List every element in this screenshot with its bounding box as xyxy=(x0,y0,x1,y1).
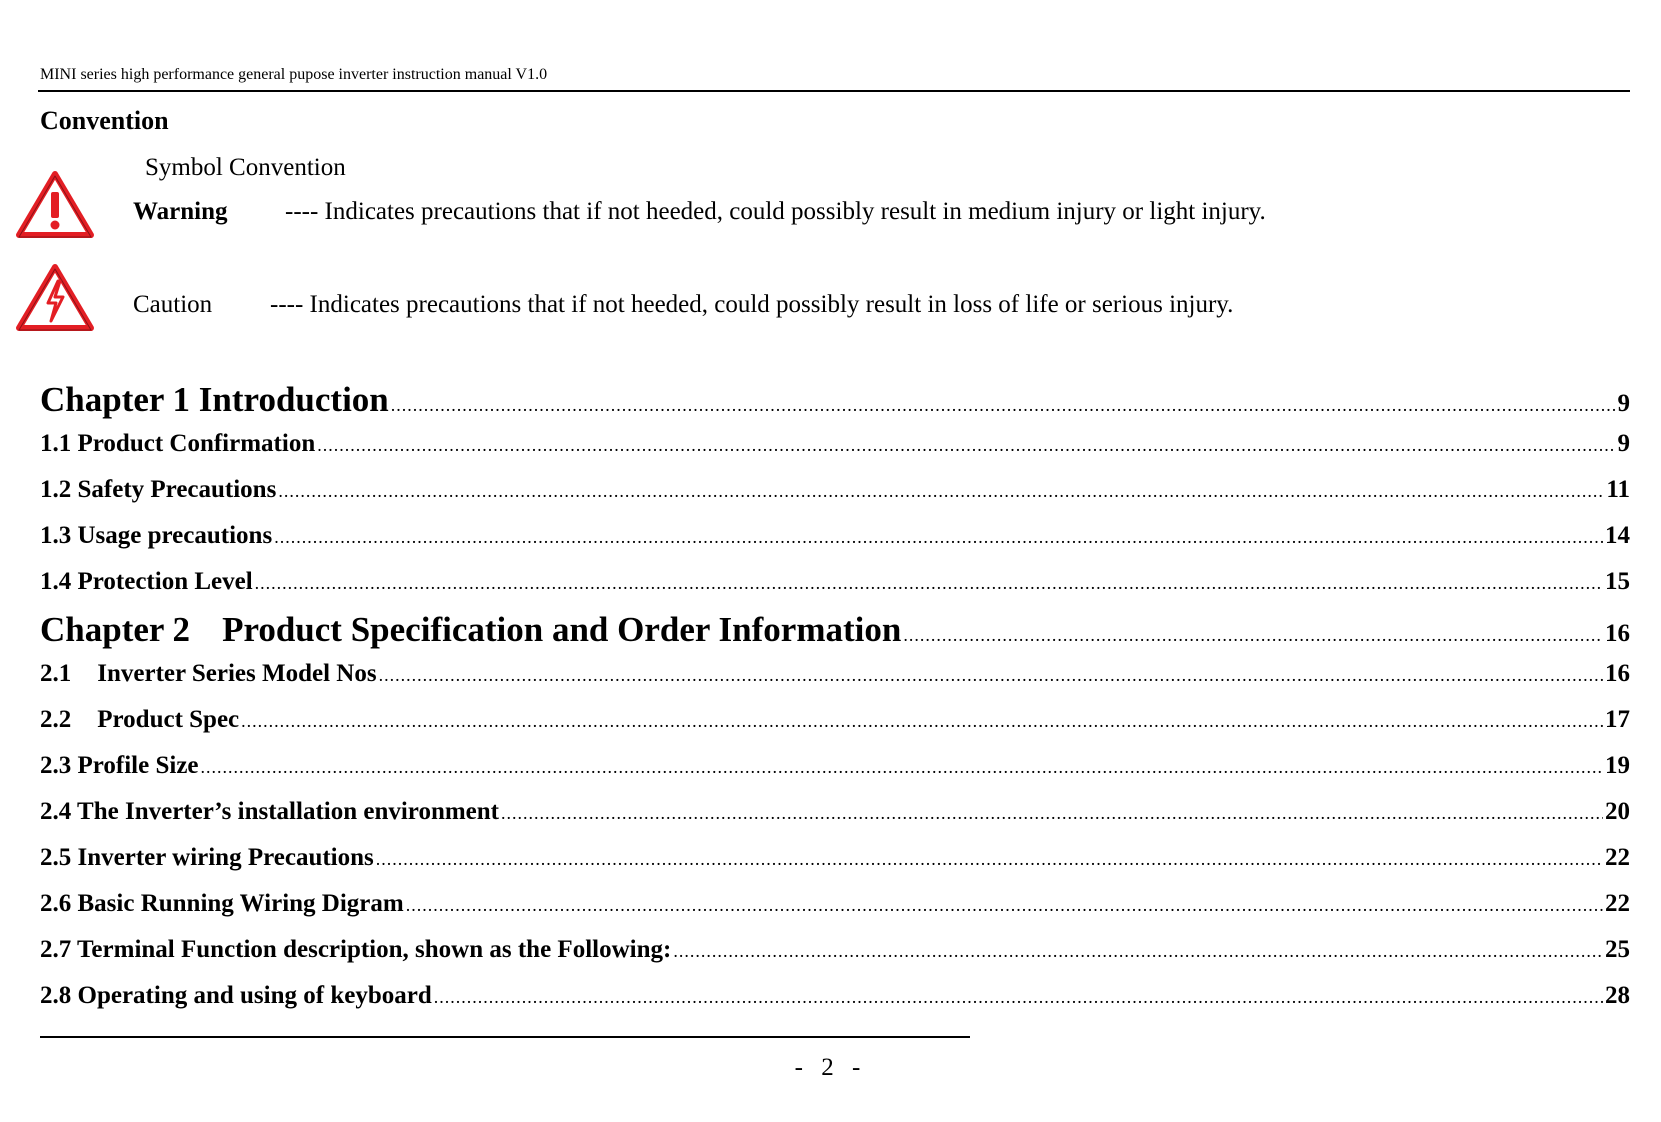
document-header: MINI series high performance general pupose inverter instruction manual V1.0 xyxy=(40,66,548,83)
toc-leader-dots xyxy=(673,941,1603,962)
toc-entry-page: 11 xyxy=(1606,476,1630,503)
electric-shock-icon xyxy=(14,261,96,335)
toc-leader-dots xyxy=(501,803,1603,824)
toc-entry-page: 9 xyxy=(1617,390,1630,417)
toc-entry[interactable] xyxy=(40,982,1630,1010)
toc-leader-dots xyxy=(255,573,1603,594)
toc-entry-title: 1.4 Protection Level xyxy=(40,568,253,595)
toc-entry[interactable] xyxy=(40,798,1630,826)
toc-entry-text: Inverter Series Model Nos xyxy=(97,660,377,687)
toc-entry-title: 2.3 Profile Size xyxy=(40,752,199,779)
toc-entry-number: Chapter 2 xyxy=(40,610,191,649)
toc-entry[interactable] xyxy=(40,610,1630,650)
toc-leader-dots xyxy=(317,435,1615,456)
toc-entry-title xyxy=(40,610,901,650)
toc-entry[interactable] xyxy=(40,430,1630,458)
toc-entry-title: 1.2 Safety Precautions xyxy=(40,476,277,503)
toc-entry-title: 2.5 Inverter wiring Precautions xyxy=(40,844,374,871)
convention-heading: Convention xyxy=(40,106,169,135)
toc-entry[interactable] xyxy=(40,522,1630,550)
toc-entry-page: 19 xyxy=(1605,752,1630,779)
toc-entry-number: 2.1 xyxy=(40,660,72,687)
toc-entry-title: 2.8 Operating and using of keyboard xyxy=(40,982,432,1009)
toc-entry-title: 2.4 The Inverter’s installation environment xyxy=(40,798,500,825)
toc-entry-page: 22 xyxy=(1605,844,1630,871)
toc-entry-page: 20 xyxy=(1605,798,1630,825)
toc-entry[interactable] xyxy=(40,660,1630,688)
toc-leader-dots xyxy=(406,895,1603,916)
toc-entry-number: 2.2 xyxy=(40,706,72,733)
toc-entry-title: 1.1 Product Confirmation xyxy=(40,430,316,457)
toc-entry-page: 28 xyxy=(1605,982,1630,1009)
toc-entry[interactable] xyxy=(40,752,1630,780)
toc-entry-page: 14 xyxy=(1605,522,1630,549)
toc-leader-dots xyxy=(434,987,1603,1008)
footer-divider xyxy=(40,1036,970,1038)
toc-leader-dots xyxy=(201,757,1603,778)
toc-entry-title: 2.7 Terminal Function description, shown as the Following: xyxy=(40,936,672,963)
warning-exclamation-icon xyxy=(14,168,96,242)
toc-entry-page: 25 xyxy=(1605,936,1630,963)
toc-entry-text: Product Spec xyxy=(97,706,240,733)
toc-entry[interactable] xyxy=(40,844,1630,872)
caution-description: ---- Indicates precautions that if not heeded, could possibly result in loss of life or serious injury. xyxy=(270,291,1234,318)
toc-entry-title xyxy=(40,706,239,734)
toc-leader-dots xyxy=(903,625,1603,646)
toc-leader-dots xyxy=(278,481,1604,502)
toc-leader-dots xyxy=(241,711,1603,732)
toc-entry-page: 15 xyxy=(1605,568,1630,595)
toc-leader-dots xyxy=(379,665,1603,686)
warning-description: ---- Indicates precautions that if not heeded, could possibly result in medium injury or light injury. xyxy=(285,198,1266,225)
toc-entry-page: 9 xyxy=(1617,430,1630,457)
toc-entry[interactable] xyxy=(40,568,1630,596)
toc-entry-title: 1.3 Usage precautions xyxy=(40,522,273,549)
page-number: - 2 - xyxy=(794,1054,867,1081)
toc-leader-dots xyxy=(376,849,1603,870)
toc-leader-dots xyxy=(274,527,1603,548)
toc-leader-dots xyxy=(391,395,1616,416)
toc-entry-page: 16 xyxy=(1605,620,1630,647)
symbol-convention-heading: Symbol Convention xyxy=(145,154,346,181)
toc-entry-title: 2.6 Basic Running Wiring Digram xyxy=(40,890,404,917)
toc-entry-title: Chapter 1 Introduction xyxy=(40,380,389,419)
toc-entry[interactable] xyxy=(40,476,1630,504)
toc-entry-title xyxy=(40,660,377,688)
header-divider xyxy=(38,90,1630,92)
warning-label: Warning xyxy=(133,198,228,225)
toc-entry[interactable] xyxy=(40,706,1630,734)
toc-entry-text: Product Specification and Order Information xyxy=(222,610,902,649)
toc-entry[interactable] xyxy=(40,936,1630,964)
toc-entry-page: 22 xyxy=(1605,890,1630,917)
toc-entry[interactable] xyxy=(40,890,1630,918)
toc-entry[interactable] xyxy=(40,380,1630,420)
toc-entry-page: 17 xyxy=(1605,706,1630,733)
toc-entry-page: 16 xyxy=(1605,660,1630,687)
caution-label: Caution xyxy=(133,291,213,318)
